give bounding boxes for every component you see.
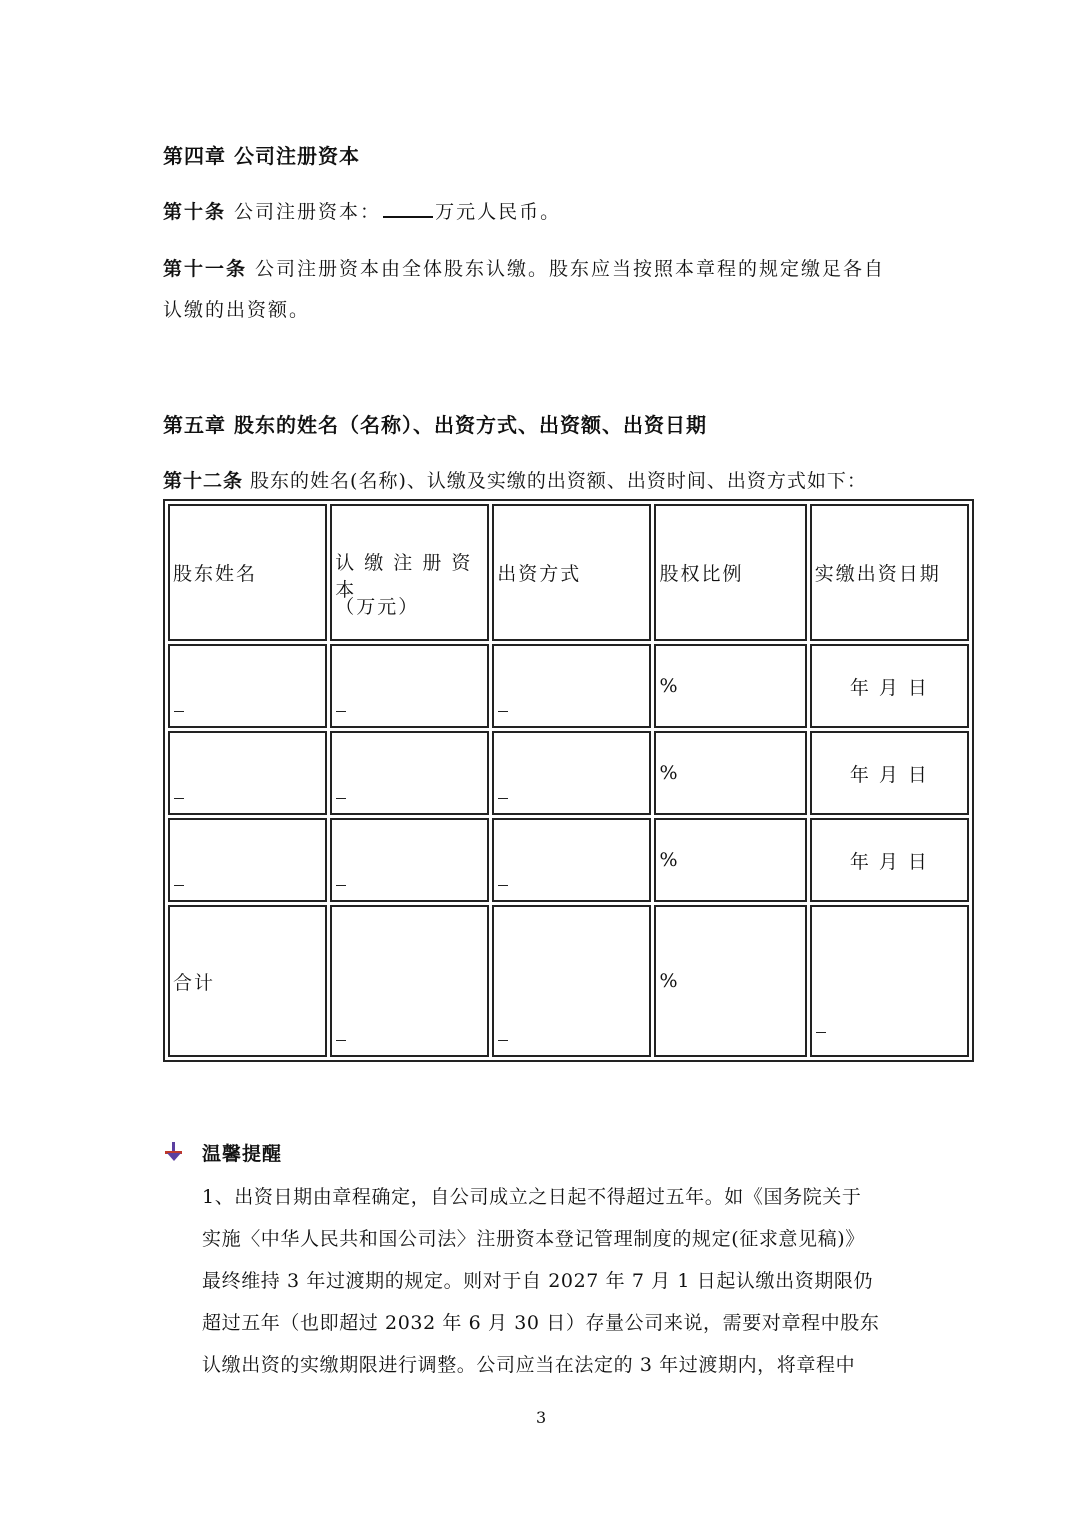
total-date[interactable] — [810, 905, 969, 1057]
article-12 — [163, 466, 867, 493]
total-ratio[interactable]: % — [654, 905, 806, 1057]
cell-ratio[interactable]: % — [654, 644, 806, 728]
article-12-label: 第十二条 — [163, 470, 244, 492]
cell-ratio[interactable]: % — [654, 818, 806, 902]
table-header-row — [168, 504, 969, 641]
cell-method[interactable] — [492, 731, 651, 815]
reminder-line: 最终维持 3 年过渡期的规定。则对于自 2027 年 7 月 1 日起认缴出资期限仍 — [202, 1270, 874, 1292]
table-row — [168, 644, 969, 728]
cell-date[interactable]: 年 月 日 — [810, 818, 969, 902]
article-12-text: 股东的姓名(名称)、认缴及实缴的出资额、出资时间、出资方式如下： — [243, 470, 867, 492]
reminder-line: 1、出资日期由章程确定，自公司成立之日起不得超过五年。如《国务院关于 — [202, 1186, 862, 1208]
article-11-label: 第十一条 — [163, 258, 248, 280]
header-equity-ratio: 股权比例 — [654, 504, 806, 641]
reminder-title: 温馨提醒 — [202, 1143, 283, 1165]
article-11-text-1: 公司注册资本由全体股东认缴。股东应当按照本章程的规定缴足各自 — [247, 258, 886, 280]
page-number: 3 — [536, 1408, 547, 1427]
header-contribution-method: 出资方式 — [492, 504, 651, 641]
cell-method[interactable] — [492, 818, 651, 902]
article-10-text: 公司注册资本： — [226, 201, 382, 223]
capital-blank[interactable] — [383, 198, 433, 218]
cell-date[interactable]: 年 月 日 — [810, 731, 969, 815]
total-method[interactable] — [492, 905, 651, 1057]
cell-ratio[interactable]: % — [654, 731, 806, 815]
table-row — [168, 731, 969, 815]
cell-capital[interactable] — [330, 644, 489, 728]
header-capital-line-1: 认 缴 注 册 资 本 — [335, 552, 473, 601]
cell-capital[interactable] — [330, 731, 489, 815]
cell-capital[interactable] — [330, 818, 489, 902]
header-subscribed-capital — [330, 504, 489, 641]
chapter-4-title: 第四章 公司注册资本 — [163, 144, 360, 168]
article-11-line-2: 认缴的出资额。 — [163, 299, 311, 321]
total-label: 合计 — [168, 905, 327, 1057]
total-capital[interactable] — [330, 905, 489, 1057]
reminder-line: 实施〈中华人民共和国公司法〉注册资本登记管理制度的规定(征求意见稿)》 — [202, 1228, 865, 1250]
article-10-suffix: 万元人民币。 — [435, 201, 562, 223]
article-10 — [163, 197, 561, 224]
shareholder-table — [163, 499, 974, 1062]
header-capital-line-2: （万元） — [335, 596, 420, 618]
table-row — [168, 818, 969, 902]
reminder-line: 超过五年（也即超过 2032 年 6 月 30 日）存量公司来说，需要对章程中股东 — [202, 1312, 880, 1334]
cell-name[interactable] — [168, 644, 327, 728]
table-total-row — [168, 905, 969, 1057]
article-11-line-1 — [163, 254, 885, 281]
header-shareholder-name: 股东姓名 — [168, 504, 327, 641]
chapter-5-title: 第五章 股东的姓名（名称）、出资方式、出资额、出资日期 — [163, 413, 707, 437]
cell-name[interactable] — [168, 731, 327, 815]
cell-method[interactable] — [492, 644, 651, 728]
header-paid-date: 实缴出资日期 — [810, 504, 969, 641]
reminder-arrow-icon — [163, 1141, 185, 1163]
cell-date[interactable]: 年 月 日 — [810, 644, 969, 728]
reminder-line: 认缴出资的实缴期限进行调整。公司应当在法定的 3 年过渡期内，将章程中 — [202, 1354, 856, 1376]
article-10-label: 第十条 — [163, 201, 227, 223]
cell-name[interactable] — [168, 818, 327, 902]
